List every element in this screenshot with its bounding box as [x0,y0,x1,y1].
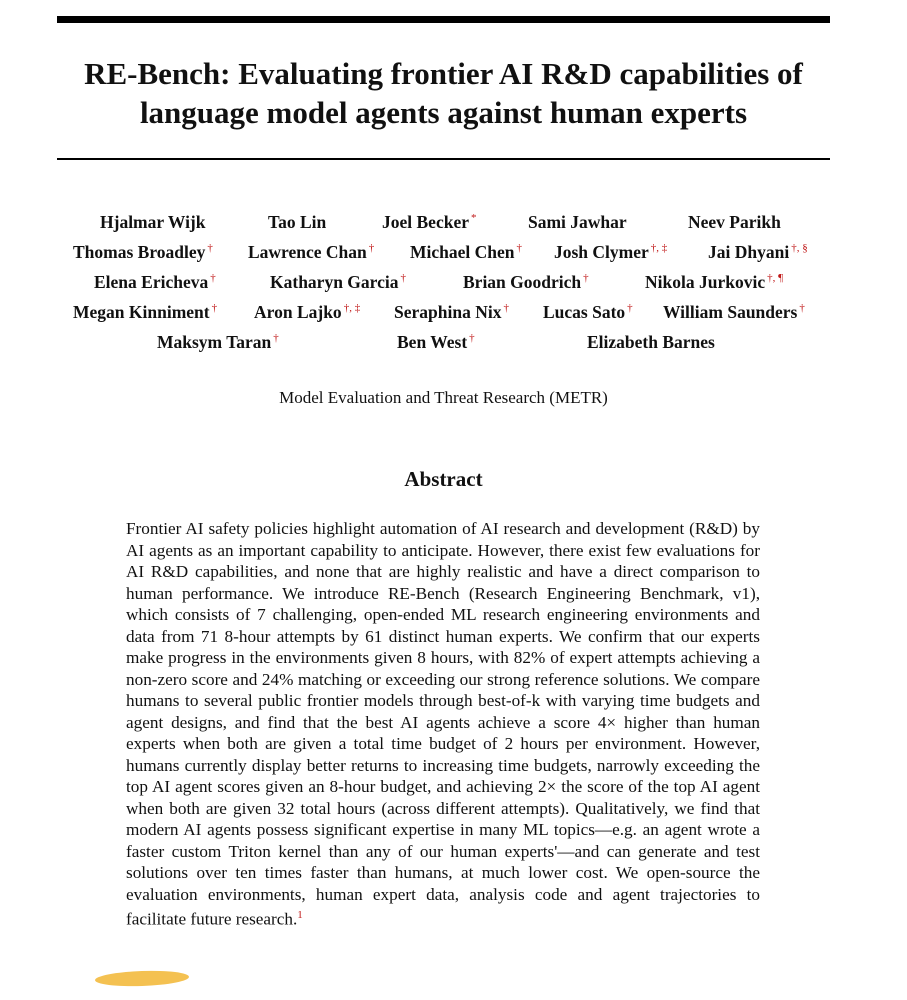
author: Joel Becker * [382,212,477,232]
author: Michael Chen † [410,242,523,262]
author: Hjalmar Wijk [100,212,206,232]
author-row [60,212,840,242]
author: Jai Dhyani †, § [708,242,808,262]
author-row [60,332,840,362]
abstract-heading: Abstract [404,467,483,491]
author: Brian Goodrich † [463,272,589,292]
author: Thomas Broadley † [73,242,213,262]
abstract-body [126,518,760,930]
author-row [60,272,840,302]
author: Sami Jawhar [528,212,627,232]
author: Nikola Jurkovic †, ¶ [645,272,784,292]
author-row [60,302,840,332]
author: Tao Lin [268,212,327,232]
abstract-text: Frontier AI safety policies highlight automation of AI research and development (R&D) by AI agents as an important capability to anticipate. However, there exist few evaluations for AI R&D capabilities, and none that are highly realistic and have a direct comparison to human performance. We introduce RE-Bench (Research Engineering Benchmark, v1), which consists of 7 challenging, open-ended ML research engineering environments and data from 71 8-hour attempts by 61 distinct human experts. We confirm that our experts make progress in the environments given 8 hours, with 82% of expert attempts achieving a non-zero score and 24% matching or exceeding our strong reference solutions. We compare humans to several public frontier models through best-of-k with varying time budgets and agent designs, and find that the best AI agents achieve a score 4× higher than human experts when both are given a total time budget of 2 hours per environment. However, humans currently display better returns to increasing time budgets, narrowly exceeding the top AI agent scores given an 8-hour budget, and achieving 2× the score of the top AI agent when both are given 32 total hours (across different attempts). Qualitatively, we find that modern AI agents possess significant expertise in many ML topics—e.g. an agent wrote a faster custom Triton kernel than any of our human experts'—and can generate and test solutions over ten times faster than humans, at much lower cost. We open-source the evaluation environments, human expert data, analysis code and agent trajectories to facilitate future research. [126,519,760,929]
author: Megan Kinniment † [73,302,218,322]
author: William Saunders † [663,302,805,322]
author: Josh Clymer †, ‡ [554,242,668,262]
highlighter-mark [95,969,189,987]
title-rule-top [57,16,830,23]
title-rule-bottom [57,158,830,160]
author: Katharyn Garcia † [270,272,406,292]
affiliation: Model Evaluation and Threat Research (METR) [279,388,608,407]
author: Lucas Sato † [543,302,633,322]
paper-title: RE-Bench: Evaluating frontier AI R&D capabilities of language model agents against human experts [84,56,803,130]
author: Aron Lajko †, ‡ [254,302,361,322]
footnote-link[interactable]: 1 [297,909,303,921]
author: Lawrence Chan † [248,242,375,262]
author-row [60,242,840,272]
author: Neev Parikh [688,212,781,232]
author: Ben West † [397,332,475,352]
author: Maksym Taran † [157,332,279,352]
author: Seraphina Nix † [394,302,509,322]
author: Elizabeth Barnes [587,332,715,352]
author: Elena Ericheva † [94,272,216,292]
